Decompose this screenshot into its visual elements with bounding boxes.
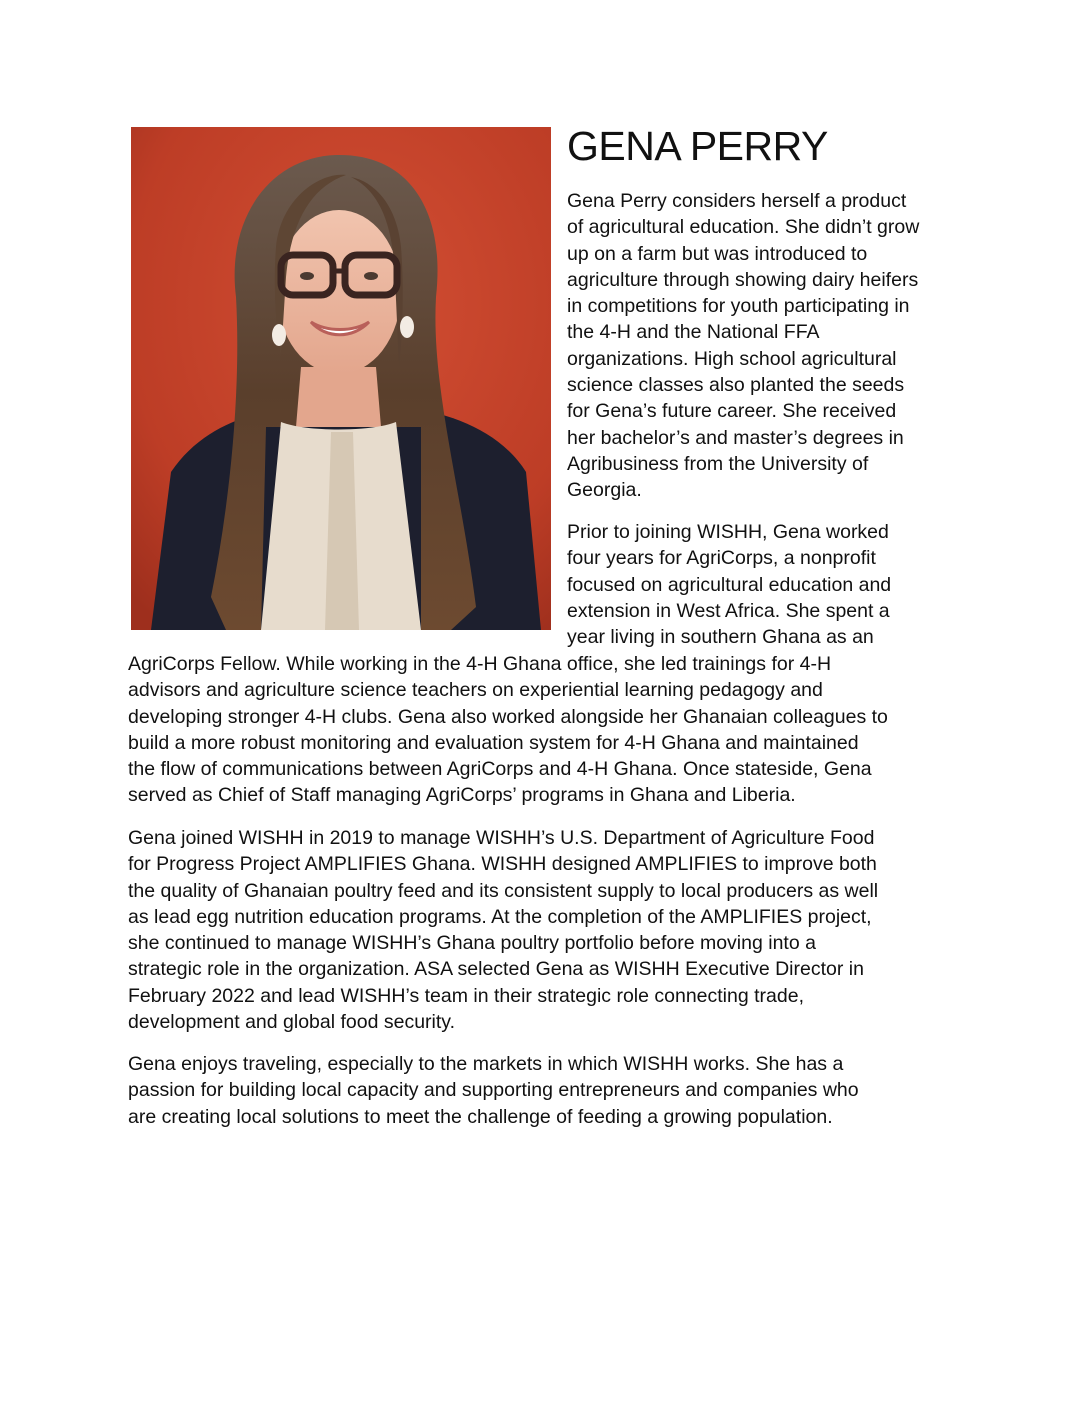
text-line: for Progress Project AMPLIFIES Ghana. WISHH designed AMPLIFIES to improve both — [128, 853, 877, 876]
text-line: February 2022 and lead WISHH’s team in their strategic role connecting trade, — [128, 984, 804, 1007]
text-line: strategic role in the organization. ASA selected Gena as WISHH Executive Director in — [128, 958, 864, 981]
text-line: she continued to manage WISHH’s Ghana poultry portfolio before moving into a — [128, 932, 816, 955]
text-line: served as Chief of Staff managing AgriCorps’ programs in Ghana and Liberia. — [128, 784, 796, 807]
bio-paragraph-3 — [128, 825, 968, 1035]
bio-paragraph-2-intro — [567, 519, 967, 650]
text-line: advisors and agriculture science teachers on experiential learning pedagogy and — [128, 679, 823, 702]
text-line: as lead egg nutrition education programs. At the completion of the AMPLIFIES project, — [128, 905, 872, 928]
text-line: year living in southern Ghana as an — [567, 626, 874, 649]
text-line: for Gena’s future career. She received — [567, 400, 897, 423]
text-line: Agribusiness from the University of — [567, 452, 869, 475]
text-line: the quality of Ghanaian poultry feed and its consistent supply to local producers as well — [128, 879, 879, 902]
text-line: up on a farm but was introduced to — [567, 242, 868, 265]
text-line: the flow of communications between AgriCorps and 4-H Ghana. Once stateside, Gena — [128, 758, 872, 781]
text-line: are creating local solutions to meet the challenge of feeding a growing population. — [128, 1105, 833, 1128]
portrait-photo — [131, 127, 551, 630]
text-line: of agricultural education. She didn’t grow — [567, 216, 920, 239]
text-line: extension in West Africa. She spent a — [567, 599, 890, 622]
text-line: four years for AgriCorps, a nonprofit — [567, 547, 876, 570]
text-line: developing stronger 4-H clubs. Gena also worked alongside her Ghanaian colleagues to — [128, 705, 888, 728]
text-line: AgriCorps Fellow. While working in the 4-H Ghana office, she led trainings for 4-H — [128, 653, 832, 675]
text-line: Gena Perry considers herself a product — [567, 190, 907, 212]
text-line: focused on agricultural education and — [567, 573, 892, 596]
bio-paragraph-2 — [128, 651, 968, 809]
bio-paragraph-4 — [128, 1051, 968, 1130]
text-line: Prior to joining WISHH, Gena worked — [567, 521, 889, 543]
text-line: in competitions for youth participating in — [567, 295, 910, 318]
text-line: her bachelor’s and master’s degrees in — [567, 426, 904, 449]
text-line: passion for building local capacity and supporting entrepreneurs and companies who — [128, 1079, 859, 1102]
text-line: Gena joined WISHH in 2019 to manage WISHH’s U.S. Department of Agriculture Food — [128, 827, 875, 849]
text-line: science classes also planted the seeds — [567, 374, 905, 397]
page-title: GENA PERRY — [567, 123, 828, 169]
text-line: Georgia. — [567, 479, 642, 502]
text-line: development and global food security. — [128, 1011, 456, 1034]
text-line: build a more robust monitoring and evaluation system for 4-H Ghana and maintained — [128, 731, 859, 754]
text-line: Gena enjoys traveling, especially to the markets in which WISHH works. She has a — [128, 1053, 844, 1075]
text-line: organizations. High school agricultural — [567, 347, 897, 370]
text-line: agriculture through showing dairy heifers — [567, 268, 919, 291]
bio-paragraph-1 — [567, 188, 967, 504]
text-line: the 4-H and the National FFA — [567, 321, 820, 344]
